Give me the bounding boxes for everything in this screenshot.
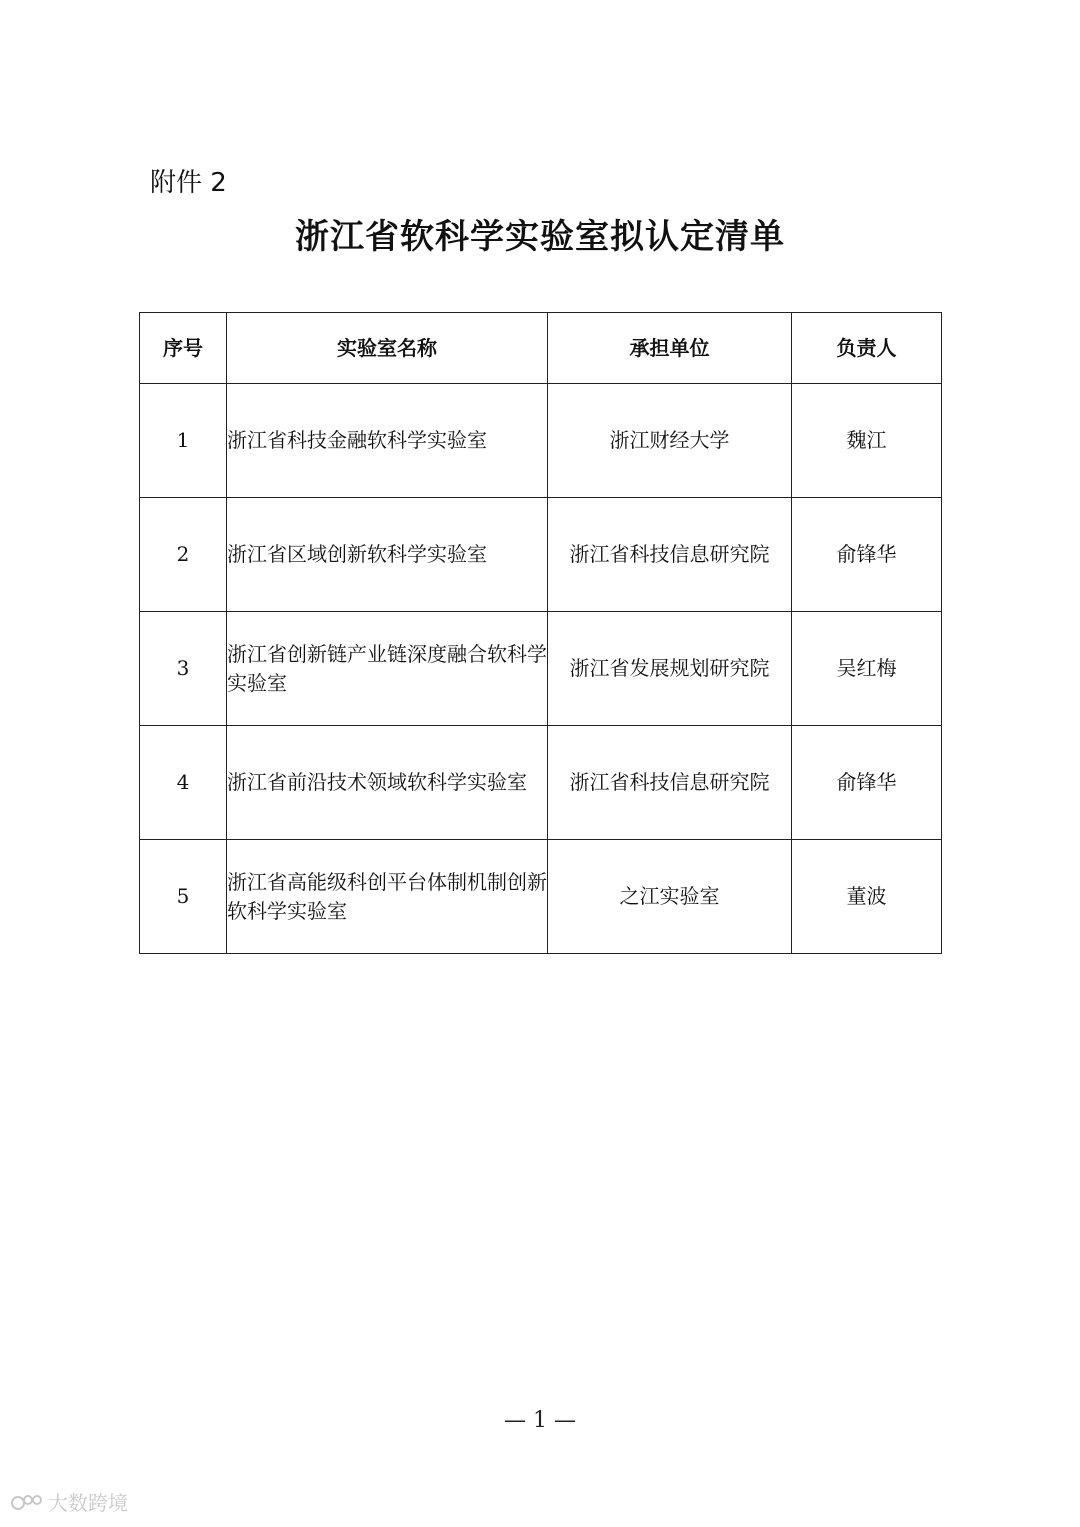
page-number: — 1 — — [504, 1408, 576, 1433]
row-lab-name: 浙江省区域创新软科学实验室 — [227, 498, 548, 612]
row-organization: 浙江省发展规划研究院 — [548, 612, 792, 726]
attachment-label: 附件 2 — [150, 168, 227, 198]
row-no: 4 — [140, 726, 227, 840]
table-row — [140, 498, 942, 612]
row-no: 5 — [140, 840, 227, 954]
table-row — [140, 384, 942, 498]
row-person: 吴红梅 — [792, 612, 942, 726]
row-no: 2 — [140, 498, 227, 612]
row-lab-name: 浙江省前沿技术领域软科学实验室 — [227, 726, 548, 840]
row-person: 魏江 — [792, 384, 942, 498]
row-organization: 浙江省科技信息研究院 — [548, 726, 792, 840]
row-organization: 浙江省科技信息研究院 — [548, 498, 792, 612]
row-organization: 之江实验室 — [548, 840, 792, 954]
header-name: 实验室名称 — [227, 313, 548, 384]
row-lab-name: 浙江省科技金融软科学实验室 — [227, 384, 548, 498]
row-lab-name: 浙江省高能级科创平台体制机制创新软科学实验室 — [227, 840, 548, 954]
row-person: 俞锋华 — [792, 726, 942, 840]
table-row — [140, 612, 942, 726]
logo-icon — [10, 1492, 44, 1514]
header-no: 序号 — [140, 313, 227, 384]
row-person: 俞锋华 — [792, 498, 942, 612]
table-row — [140, 840, 942, 954]
row-no: 1 — [140, 384, 227, 498]
header-person: 负责人 — [792, 313, 942, 384]
table-row — [140, 726, 942, 840]
watermark-text: 大数跨境 — [48, 1491, 128, 1515]
row-lab-name: 浙江省创新链产业链深度融合软科学实验室 — [227, 612, 548, 726]
row-no: 3 — [140, 612, 227, 726]
row-organization: 浙江财经大学 — [548, 384, 792, 498]
row-person: 董波 — [792, 840, 942, 954]
laboratory-table — [139, 312, 942, 954]
table-header-row — [140, 313, 942, 384]
header-org: 承担单位 — [548, 313, 792, 384]
document-title: 浙江省软科学实验室拟认定清单 — [295, 217, 785, 257]
watermark — [10, 1490, 128, 1516]
